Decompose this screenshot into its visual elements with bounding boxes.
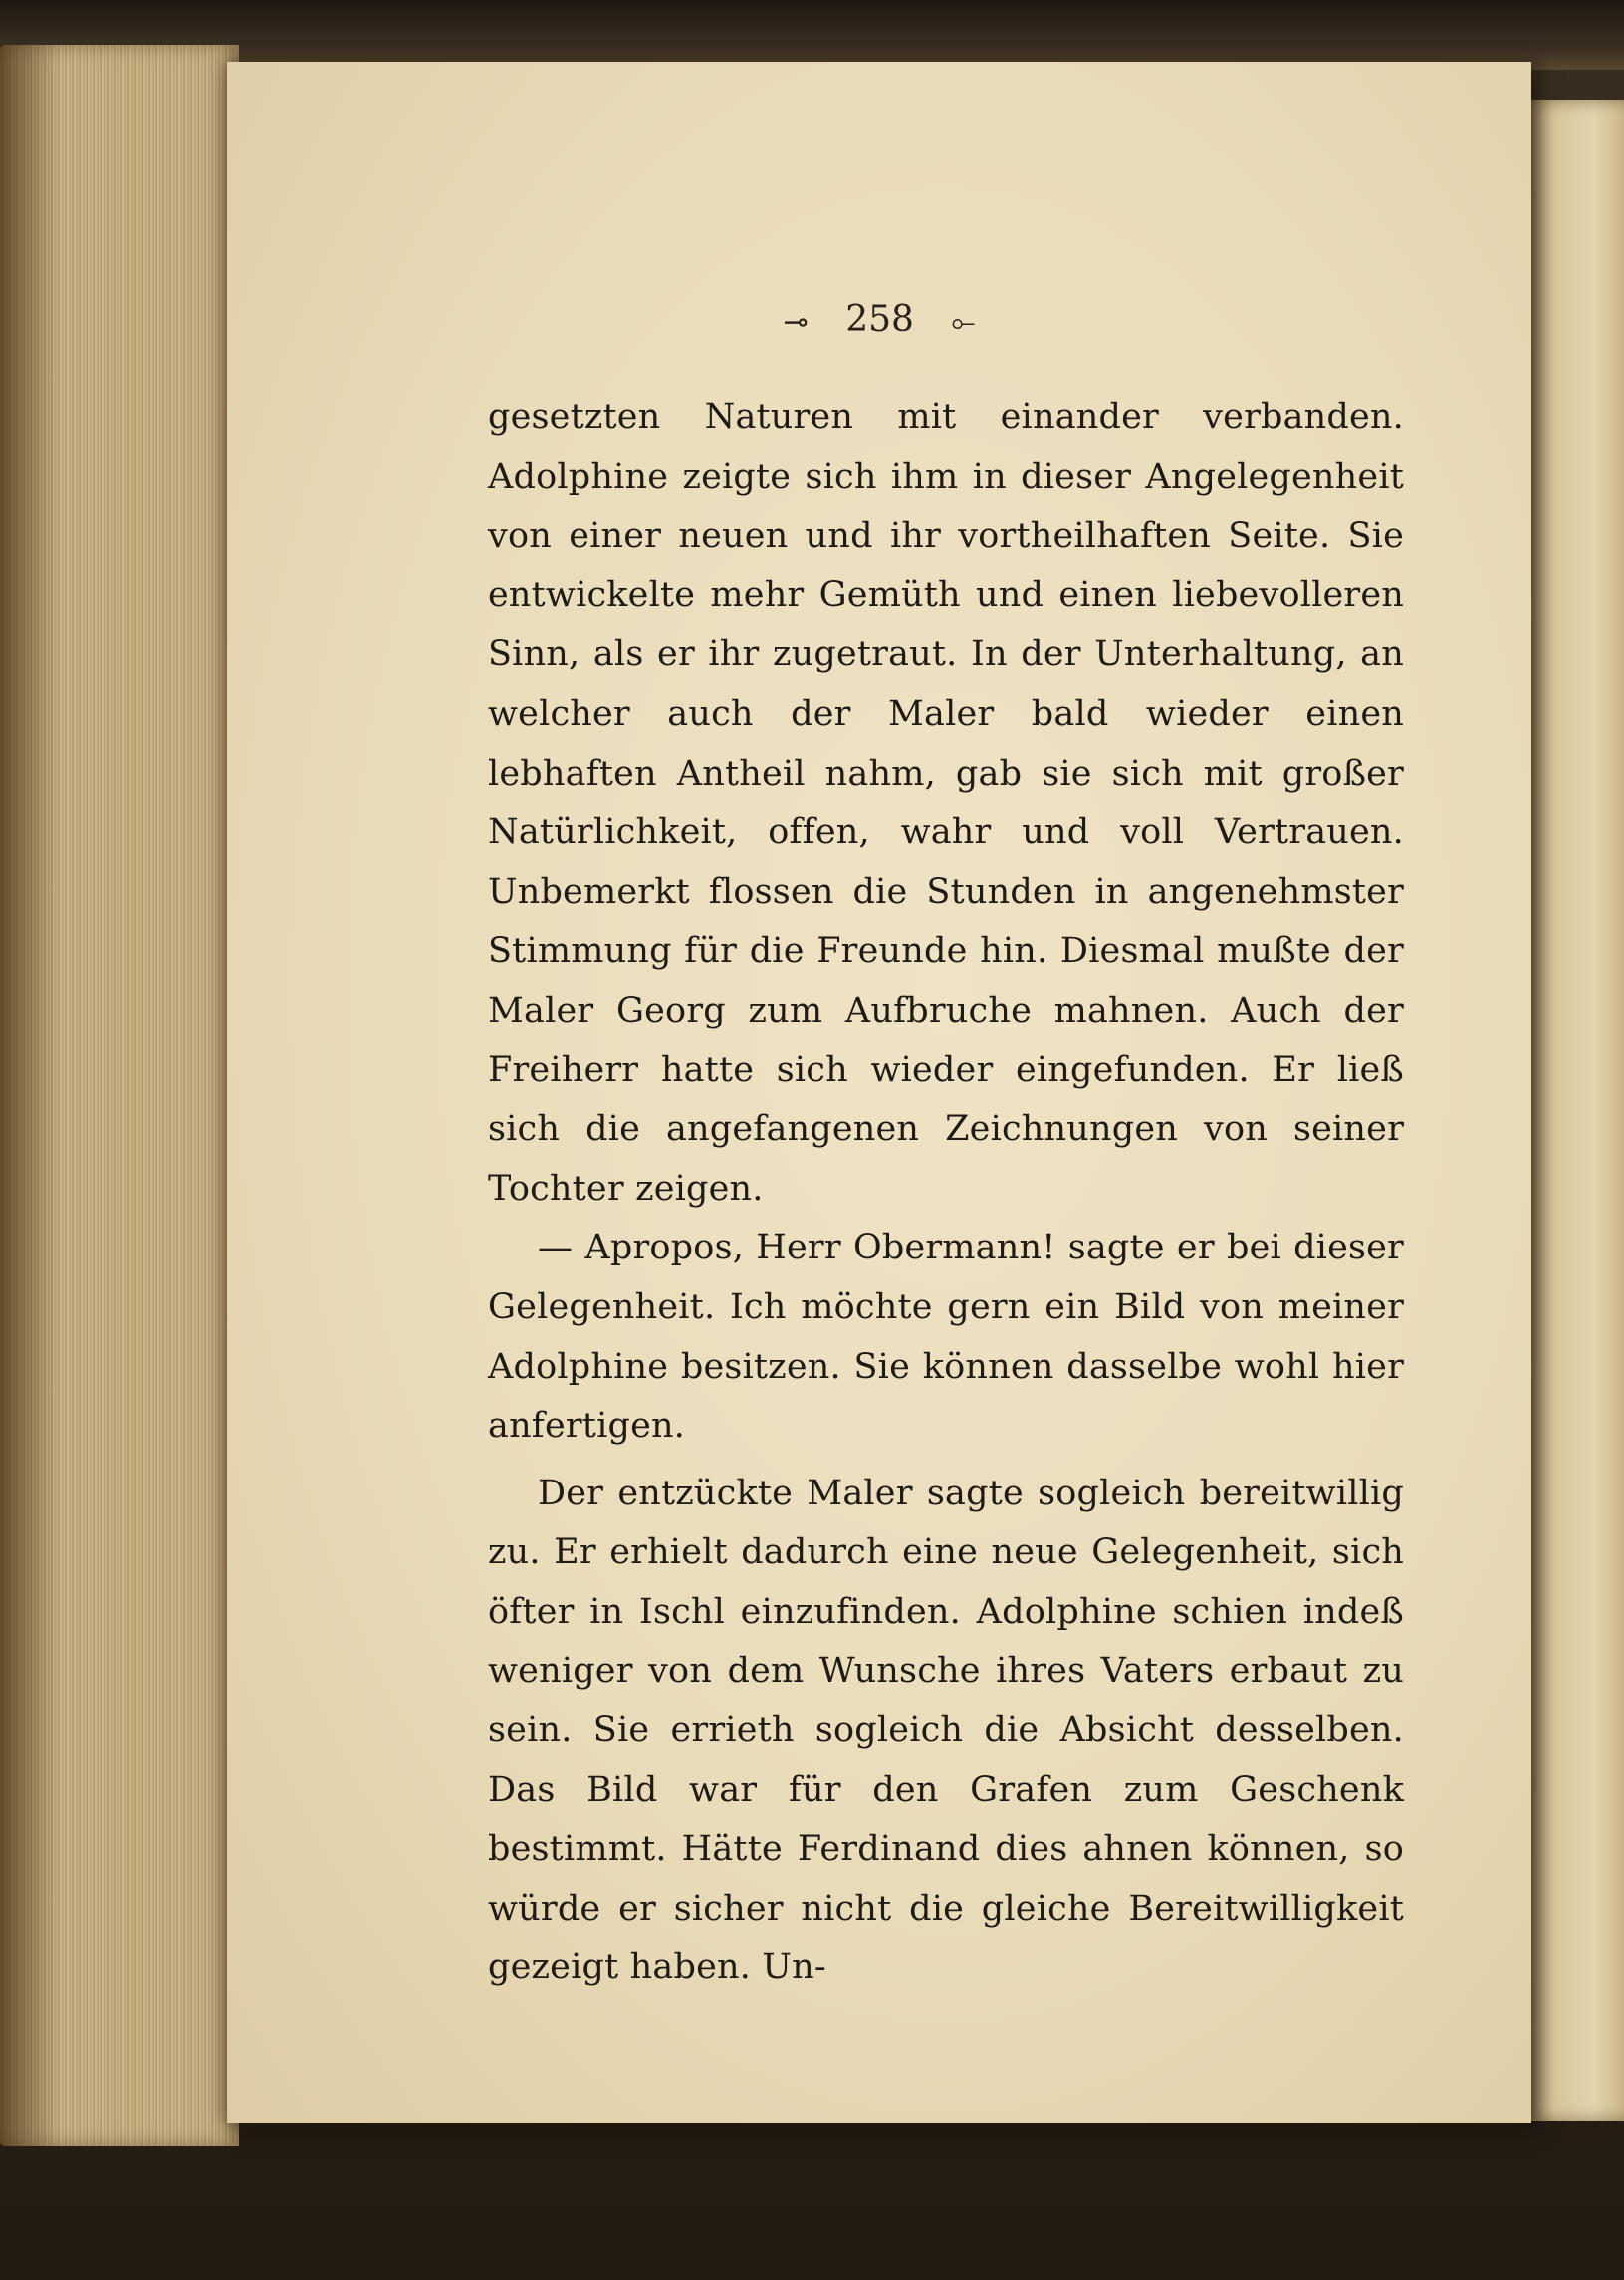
ornament-right-icon: ⟜ [951,304,976,340]
ornament-left-icon: ⊸ [783,304,809,340]
page-number: 258 [845,299,914,340]
facing-page-edge [1523,100,1624,2121]
page-body [488,388,1404,1998]
stacked-page-edges [0,45,239,2146]
page-header [227,299,1531,340]
paragraph: — Apropos, Herr Obermann! sagte er bei dieser Gelegenheit. Ich möchte gern ein Bild von meiner Adolphine besitzen. Sie können dasselbe wohl hier anfertigen. [488,1228,1404,1447]
paragraph: gesetzten Naturen mit einander verbanden. Adolphine zeigte sich ihm in dieser Angelegenheit von einer neuen und ihr vortheilhaften Seite. Sie entwickelte mehr Gemüth und einen liebevolleren Sinn, als er ihr zugetraut. In der Unterhaltung, an welcher auch der Maler bald wieder einen lebhaften Antheil nahm, gab sie sich mit großer Natürlichkeit, offen, wahr und voll Vertrauen. Unbemerkt flossen die Stunden in angenehmster Stimmung für die Freunde hin. Diesmal mußte der Maler Georg zum Aufbruche mahnen. Auch der Freiherr hatte sich wieder eingefunden. Er ließ sich die angefangenen Zeichnungen von seiner Tochter zeigen. [488,397,1404,1209]
background-top [0,0,1624,70]
paragraph: Der entzückte Maler sagte sogleich bereitwillig zu. Er erhielt dadurch eine neue Gelegenheit, sich öfter in Ischl einzufinden. Adolphine schien indeß weniger von dem Wunsche ihres Vaters erbaut zu sein. Sie errieth sogleich die Absicht desselben. Das Bild war für den Grafen zum Geschenk bestimmt. Hätte Ferdinand dies ahnen können, so würde er sicher nicht die gleiche Bereitwilligkeit gezeigt haben. Un- [488,1473,1404,1988]
